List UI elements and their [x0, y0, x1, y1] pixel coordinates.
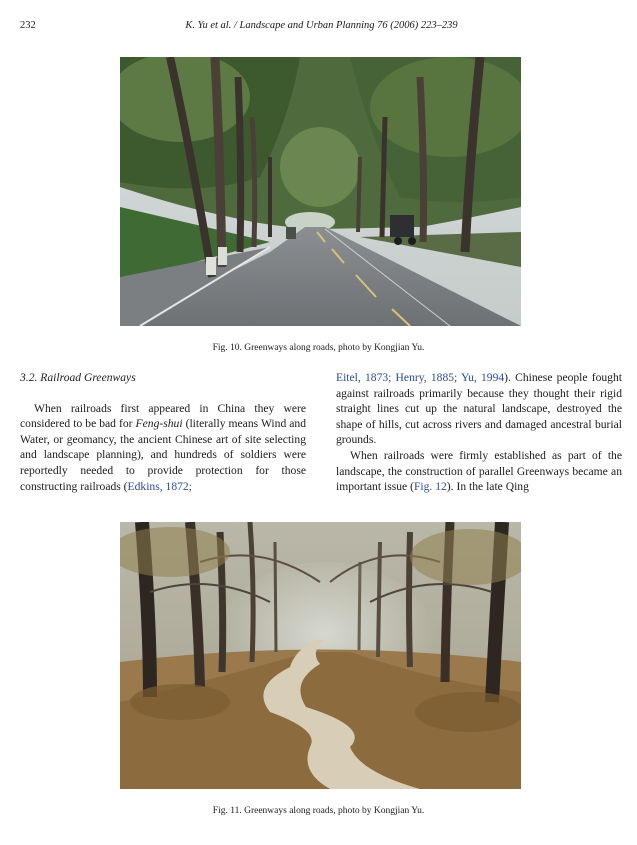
- figure-10-caption: Fig. 10. Greenways along roads, photo by Kongjian Yu.: [212, 343, 425, 353]
- paragraph: When railroads first appeared in China they were considered to be bad for Feng-shui (literally means Wind and Water, or geomancy, the ancient Chinese art of site selecting and landscape planning), and hundreds of soldiers were reportedly needed to provide protection for those constructing railroads (Edkins, 1872;: [20, 401, 306, 493]
- journal-reference: K. Yu et al. / Landscape and Urban Planning 76 (2006) 223–239: [185, 20, 458, 31]
- section-heading: 3.2. Railroad Greenways: [20, 371, 136, 384]
- page-number: 232: [20, 20, 36, 31]
- feng-shui-term: Feng-shui: [135, 417, 183, 431]
- figure-12-link[interactable]: Fig. 12: [413, 480, 447, 494]
- citation-link[interactable]: Eitel, 1873; Henry, 1885; Yu, 1994: [336, 371, 505, 384]
- figure-11-photo: [120, 522, 521, 789]
- figure-11-caption: Fig. 11. Greenways along roads, photo by Kongjian Yu.: [212, 806, 425, 816]
- right-column: [336, 370, 622, 495]
- figure-10-photo: [120, 57, 521, 326]
- citation-link[interactable]: Edkins, 1872;: [127, 479, 192, 493]
- left-column: [20, 370, 306, 494]
- running-head: [20, 20, 623, 36]
- paragraph: When railroads were firmly established as part of the landscape, the construction of parallel Greenways became an important issue (Fig. 12). In the late Qing: [336, 448, 622, 494]
- paragraph: Eitel, 1873; Henry, 1885; Yu, 1994). Chinese people fought against railroads primarily because they thought their rigid straight lines cut up the natural landscape, destroyed the shape of hills, cut across rivers and damaged ancestral burial grounds.: [336, 371, 622, 447]
